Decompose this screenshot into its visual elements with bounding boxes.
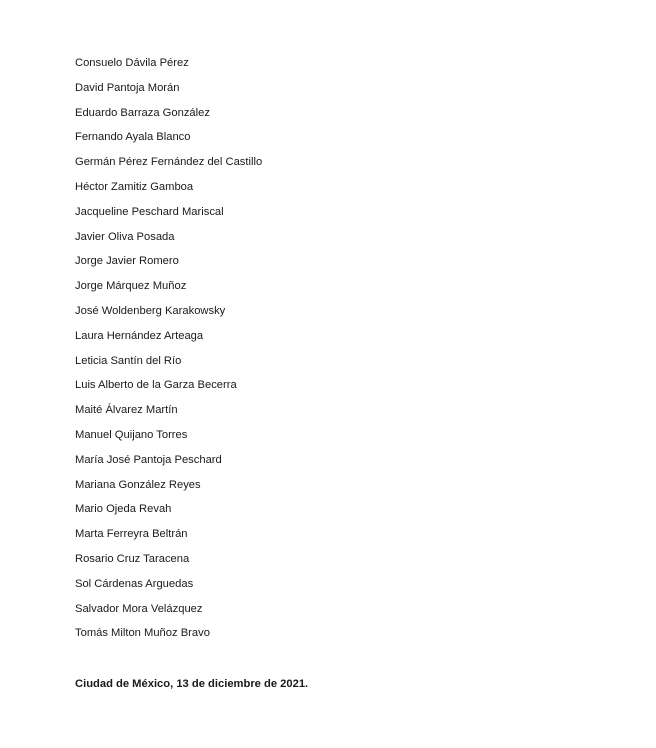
place-date-line: Ciudad de México, 13 de diciembre de 2021. (75, 678, 309, 690)
signatory-name: Sol Cárdenas Arguedas (75, 577, 194, 590)
signatory-name: Mariana González Reyes (75, 478, 201, 491)
signatory-name: Maité Álvarez Martín (75, 404, 178, 417)
signatory-name: María José Pantoja Peschard (75, 453, 222, 466)
signatory-name: Eduardo Barraza González (75, 106, 210, 119)
signatory-name: Jorge Márquez Muñoz (75, 280, 187, 293)
signatory-name: Laura Hernández Arteaga (75, 329, 204, 342)
signatory-name: Rosario Cruz Taracena (75, 552, 190, 565)
signatory-name: Germán Pérez Fernández del Castillo (75, 156, 263, 169)
signatory-name: José Woldenberg Karakowsky (75, 304, 226, 317)
signatory-name: Consuelo Dávila Pérez (75, 57, 189, 69)
signatory-list (75, 55, 262, 650)
signatory-name: Tomás Milton Muñoz Bravo (75, 627, 210, 640)
signatory-name: Marta Ferreyra Beltrán (75, 528, 188, 541)
signatory-name: Jacqueline Peschard Mariscal (75, 205, 224, 218)
signatory-name: Jorge Javier Romero (75, 255, 179, 268)
signatory-name: Mario Ojeda Revah (75, 503, 172, 516)
signatory-name: Leticia Santín del Río (75, 354, 182, 367)
signatory-name: Salvador Mora Velázquez (75, 602, 203, 615)
signatory-name: David Pantoja Morán (75, 81, 180, 94)
signatory-name: Javier Oliva Posada (75, 230, 175, 243)
signatory-name: Luis Alberto de la Garza Becerra (75, 379, 237, 392)
signatory-name: Fernando Ayala Blanco (75, 131, 191, 144)
signatory-name: Héctor Zamitiz Gamboa (75, 180, 194, 193)
signatory-name: Manuel Quijano Torres (75, 428, 188, 441)
